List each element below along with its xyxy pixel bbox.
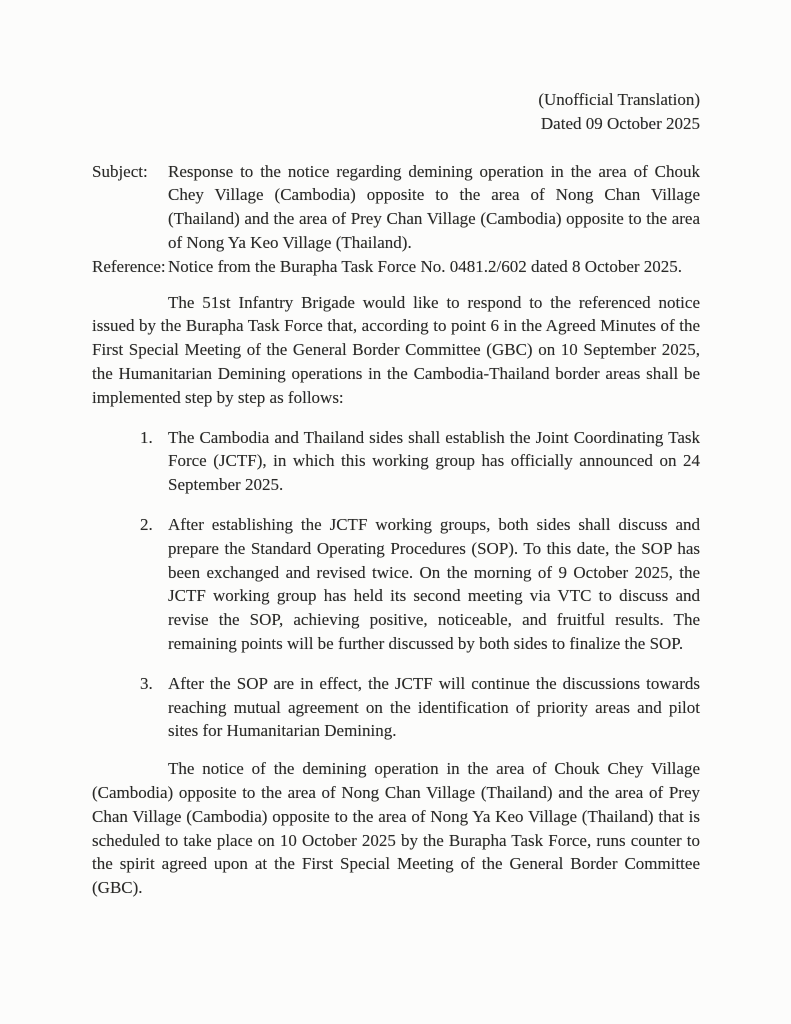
- closing-paragraph: The notice of the demining operation in the area of Chouk Chey Village (Cambodia) opposite to the area of Nong Chan Village (Thailand) and the area of Prey Chan Village (Cambodia) opposite to the area of Nong Ya Keo Village (Thailand) that is scheduled to take place on 10 October 2025 by the Burapha Task Force, runs counter to the spirit agreed upon at the First Special Meeting of the General Border Committee (GBC).: [92, 759, 700, 898]
- list-item-2-text: After establishing the JCTF working groups, both sides shall discuss and prepare the Standard Operating Procedures (SOP). To this date, the SOP has been exchanged and revised twice. On the morning of 9 October 2025, the JCTF working group has held its second meeting via VTC to discuss and revise the SOP, achieving positive, noticeable, and fruitful results. The remaining points will be further discussed by both sides to finalize the SOP.: [168, 514, 700, 653]
- subject-text: Response to the notice regarding demining operation in the area of Chouk Chey Village (Cambodia) opposite to the area of Nong Chan Village (Thailand) and the area of Prey Chan Village (Cambodia) opposite to the area of Nong Ya Keo Village (Thailand).: [168, 161, 700, 252]
- date-line: Dated 09 October 2025: [540, 113, 700, 133]
- list-item-1-text: The Cambodia and Thailand sides shall establish the Joint Coordinating Task Force (JCTF), in which this working group has officially announced on 24 September 2025.: [168, 427, 700, 495]
- subject-label: Subject:: [92, 161, 148, 181]
- list-item-1-number: 1.: [140, 427, 153, 447]
- subject-block: [92, 160, 700, 255]
- list-item-3-text: After the SOP are in effect, the JCTF will continue the discussions towards reaching mutual agreement on the identification of priority areas and pilot sites for Humanitarian Demining.: [168, 673, 700, 741]
- numbered-list: [140, 426, 700, 744]
- reference-block: [92, 255, 700, 279]
- document-header: [92, 88, 700, 136]
- list-item-2: [140, 513, 700, 656]
- list-item-3: [140, 672, 700, 743]
- opening-paragraph: The 51st Infantry Brigade would like to respond to the referenced notice issued by the Burapha Task Force that, according to point 6 in the Agreed Minutes of the First Special Meeting of the General Border Committee (GBC) on 10 September 2025, the Humanitarian Demining operations in the Cambodia-Thailand border areas shall be implemented step by step as follows:: [92, 292, 700, 407]
- list-item-2-number: 2.: [140, 514, 153, 534]
- reference-text: Notice from the Burapha Task Force No. 0481.2/602 dated 8 October 2025.: [168, 256, 683, 276]
- reference-label: Reference:: [92, 256, 166, 276]
- list-item-1: [140, 426, 700, 497]
- list-item-3-number: 3.: [140, 673, 153, 693]
- translation-note: (Unofficial Translation): [538, 90, 700, 109]
